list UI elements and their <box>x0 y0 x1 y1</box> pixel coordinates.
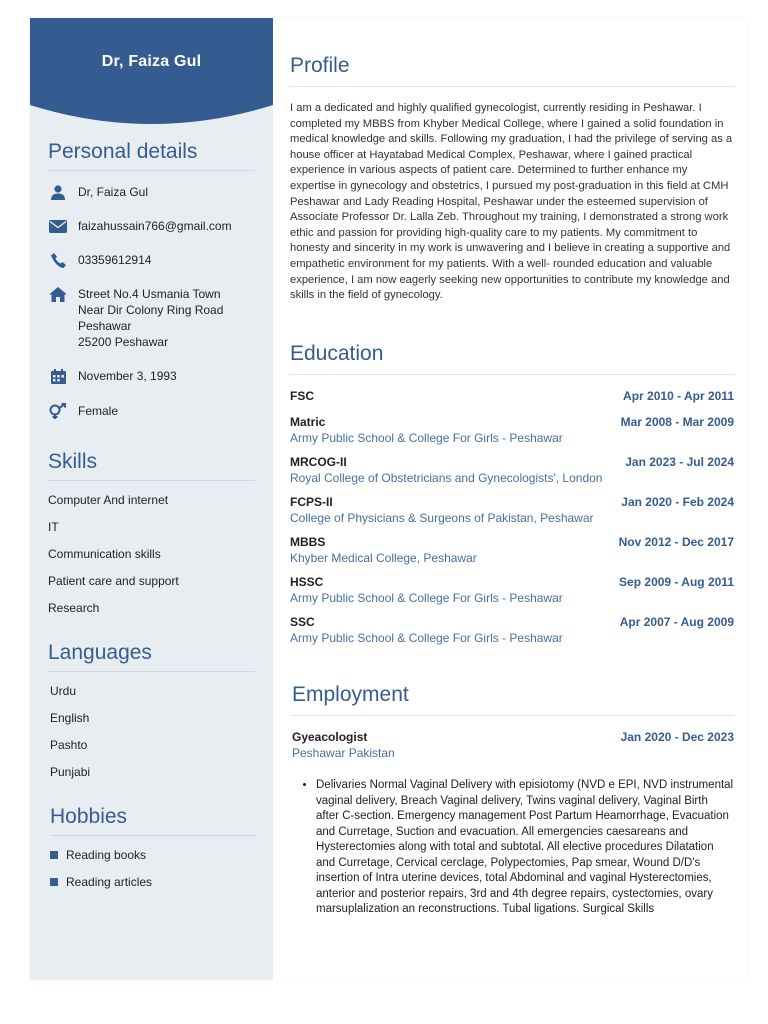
square-bullet-icon <box>50 851 58 859</box>
detail-name <box>48 184 255 200</box>
employment-role: Gyeacologist <box>292 730 368 744</box>
education-degree: FSC <box>290 389 314 403</box>
education-school: College of Physicians & Surgeons of Pakistan, Peshawar <box>290 511 594 525</box>
gender-icon <box>48 403 68 419</box>
personal-details-title: Personal details <box>48 140 255 171</box>
education-date: Jan 2020 - Feb 2024 <box>621 495 734 509</box>
education-degree: Matric <box>290 415 326 429</box>
education-item <box>290 615 734 645</box>
hobby-label: Reading books <box>66 848 147 862</box>
phone-icon <box>48 252 68 268</box>
employment-date: Jan 2020 - Dec 2023 <box>620 730 734 744</box>
detail-address <box>48 286 255 350</box>
language-item: Punjabi <box>50 765 91 779</box>
address-line: 25200 Peshawar <box>78 335 169 349</box>
education-school: Army Public School & College For Girls - Peshawar <box>290 591 563 605</box>
sidebar <box>30 18 273 980</box>
education-date: Apr 2007 - Aug 2009 <box>619 615 734 629</box>
language-item: Pashto <box>50 738 88 752</box>
calendar-icon <box>48 368 68 384</box>
personal-address <box>78 286 223 350</box>
personal-details-section <box>48 140 255 419</box>
detail-phone <box>48 252 255 268</box>
education-date: Sep 2009 - Aug 2011 <box>619 575 734 589</box>
address-line: Near Dir Colony Ring Road <box>78 303 224 317</box>
education-school: Royal College of Obstetricians and Gynecologists', London <box>290 471 603 485</box>
education-date: Apr 2010 - Apr 2011 <box>623 389 734 403</box>
employment-section <box>292 683 734 918</box>
user-icon <box>48 184 68 200</box>
detail-email <box>48 218 255 234</box>
profile-section <box>290 54 734 304</box>
education-item <box>290 455 734 485</box>
candidate-name: Dr, Faiza Gul <box>101 53 202 70</box>
skill-item: Communication skills <box>48 547 161 561</box>
employment-location: Peshawar Pakistan <box>292 746 395 760</box>
employment-item <box>292 730 734 760</box>
detail-gender <box>48 403 255 419</box>
education-degree: FCPS-II <box>290 495 333 509</box>
education-item <box>290 495 734 525</box>
hobbies-title: Hobbies <box>50 805 257 836</box>
education-item <box>290 389 734 403</box>
education-school: Army Public School & College For Girls - Peshawar <box>290 631 563 645</box>
skill-item: Research <box>48 601 100 615</box>
education-school: Khyber Medical College, Peshawar <box>290 551 477 565</box>
skill-item: Patient care and support <box>48 574 179 588</box>
education-date: Mar 2008 - Mar 2009 <box>620 415 734 429</box>
square-bullet-icon <box>50 878 58 886</box>
hobby-item <box>50 875 257 889</box>
languages-title: Languages <box>48 641 255 672</box>
personal-dob: November 3, 1993 <box>78 369 177 383</box>
personal-phone: 03359612914 <box>78 253 152 267</box>
language-item: English <box>50 711 90 725</box>
skill-item: Computer And internet <box>48 493 169 507</box>
address-line: Street No.4 Usmania Town <box>78 287 221 301</box>
skill-item: IT <box>48 520 59 534</box>
education-item <box>290 535 734 565</box>
personal-name: Dr, Faiza Gul <box>78 185 149 199</box>
personal-email[interactable]: faizahussain766@gmail.com <box>78 219 232 233</box>
resume-page <box>30 18 748 980</box>
header-wave <box>30 105 273 129</box>
employment-duty-item: • Delivaries Normal Vaginal Delivery with episiotomy (NVD e EPI, NVD instrumental vaginal delivery, Breach Vaginal delivery, Twins vaginal delivery, Vaginal Birth after C-section. Emergency management Post Partum Heamorrhage, Evacuation and Curretage, Suction and evacuation. All emergencies caesareans and Hysterectomies along with total and subtotal. All elective procedures Dilatation and Curretage, Cervical cerclage, Polypectomies, Pap smear, Wound D/D's insertion of Intra uterine devices, total Abdominal and vaginal Hysterectomies, anterior and posterior repairs, 3rd and 4th degree repairs, cystectomies, ovary marsuplalization an reconstructions. Tubal ligations. Surgical Skills <box>316 778 734 918</box>
education-date: Nov 2012 - Dec 2017 <box>618 535 734 549</box>
employment-title: Employment <box>292 683 734 716</box>
education-date: Jan 2023 - Jul 2024 <box>625 455 734 469</box>
employment-duties <box>292 778 734 918</box>
address-line: Peshawar <box>78 319 132 333</box>
envelope-icon <box>48 218 68 234</box>
education-item <box>290 575 734 605</box>
hobby-label: Reading articles <box>66 875 153 889</box>
skills-section <box>48 450 255 615</box>
skills-title: Skills <box>48 450 255 481</box>
education-degree: SSC <box>290 615 315 629</box>
personal-gender: Female <box>78 404 119 418</box>
detail-dob <box>48 368 255 384</box>
education-degree: MRCOG-II <box>290 455 347 469</box>
education-section <box>290 342 734 645</box>
profile-text: I am a dedicated and highly qualified gynecologist, currently residing in Peshawar. I completed my MBBS from Khyber Medical College, where I gained a solid foundation in medical knowledge and skills. Following my graduation, I had the privilege of serving as a house officer at Hayatabad Medical Complex, Peshawar, where I gained practical experience in various aspects of patient care. Determined to further enhance my expertise in gynecology and obstetrics, I pursued my post-graduation in this field at CMH Peshawar and Lady Reading Hospital, Peshawar under the esteemed supervision of Associate Professor Dr. Lalla Zeb. Throughout my training, I demonstrated a strong work ethic and passion for providing high-quality care to my patients. My commitment to honesty and sincerity in my work is unwavering and I believe in creating a supportive and empathetic environment for my patients. With a well- rounded education and valuable experience, I am now eagerly seeking new opportunities to contribute my knowledge and skills in the field of gynecology. <box>290 102 733 302</box>
education-title: Education <box>290 342 734 375</box>
hobby-item <box>50 848 257 862</box>
education-item <box>290 415 734 445</box>
education-degree: MBBS <box>290 535 326 549</box>
education-degree: HSSC <box>290 575 324 589</box>
home-icon <box>48 286 68 302</box>
education-school: Army Public School & College For Girls - Peshawar <box>290 431 563 445</box>
hobbies-section <box>50 805 257 889</box>
name-header <box>30 18 273 128</box>
profile-title: Profile <box>290 54 734 87</box>
languages-section <box>48 641 255 779</box>
language-item: Urdu <box>50 684 77 698</box>
